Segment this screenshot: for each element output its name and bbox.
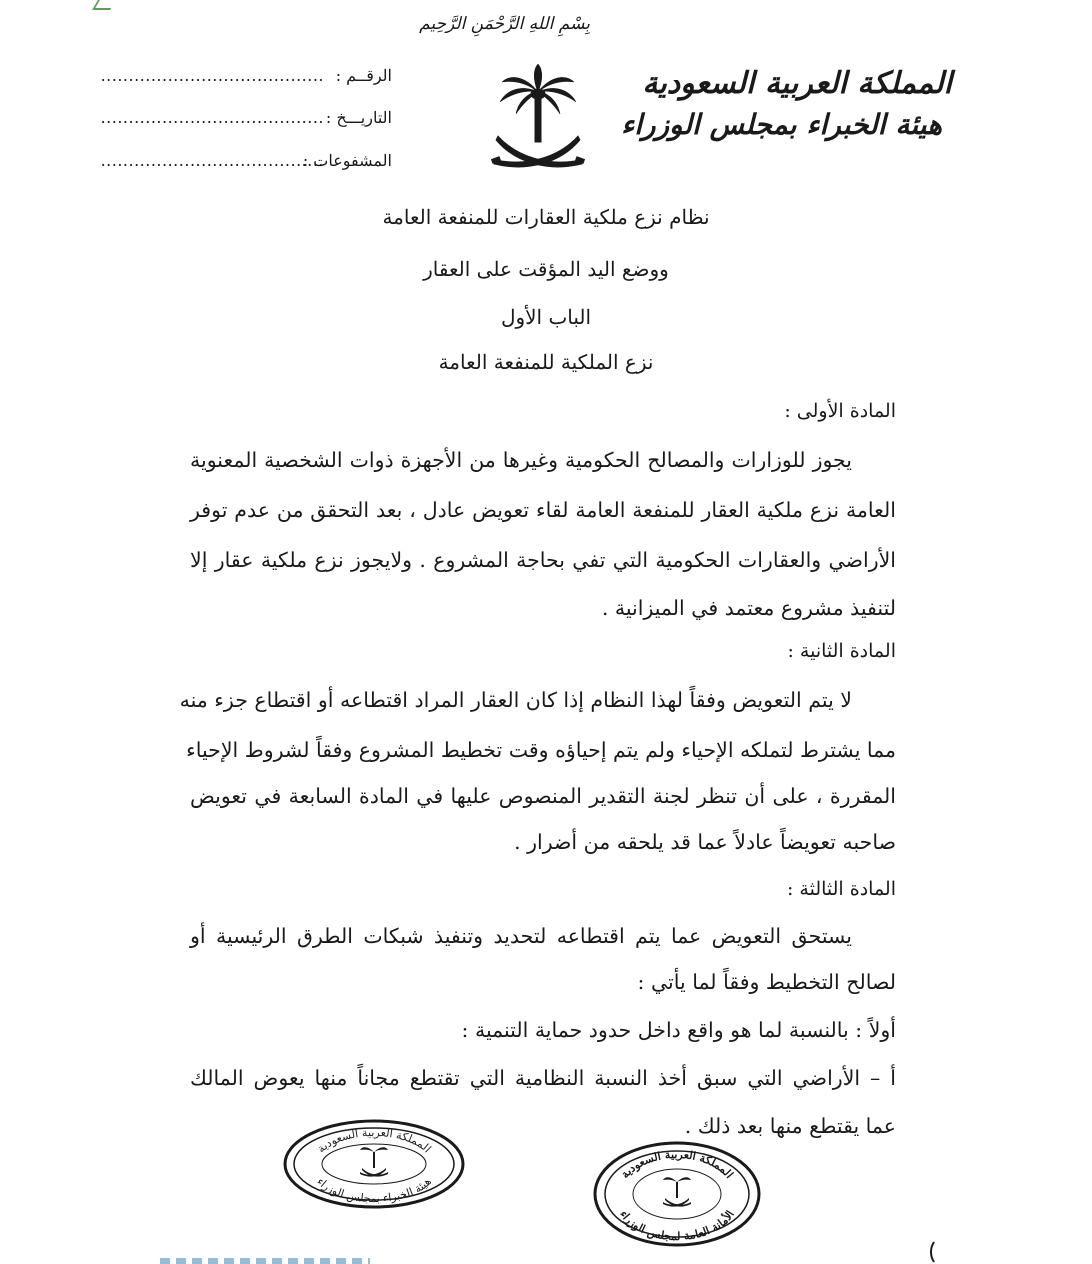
seal-left-bottom-text: هيئة الخبراء بمجلس الوزراء <box>314 1175 434 1206</box>
chapter-title: الباب الأول <box>500 305 592 329</box>
experts-seal-stamp <box>282 1118 466 1210</box>
seal-emblem-icon <box>663 1177 691 1206</box>
article-3-label: المادة الثالثة : <box>786 878 896 900</box>
paragraph-line: أ – الأراضي التي سبق أخذ النسبة النظامية التي تقتطع مجاناً منها يعوض المالك <box>190 1066 896 1090</box>
attachments-label: المشفوعات : <box>302 151 392 170</box>
paragraph-line: يستحق التعويض عما يتم اقتطاعه لتحديد وتنفيذ شبكات الطرق الرئيسية أو <box>190 924 852 948</box>
basmala: بِسْمِ اللهِ الرَّحْمَنِ الرَّحِيم <box>419 14 590 34</box>
seal-left-top-text: المملكة العربية السعودية <box>314 1125 434 1156</box>
date-field <box>100 108 392 127</box>
margin-mark-icon <box>926 1240 940 1264</box>
saudi-emblem-icon <box>488 62 588 182</box>
paragraph-line: العامة نزع ملكية العقار للمنفعة العامة لقاء تعويض عادل ، بعد التحقق من عدم توفر <box>190 498 896 522</box>
number-field <box>100 66 392 85</box>
seal-right-bottom-text: الأمانة العامة لمجلس الوزراء <box>617 1208 737 1244</box>
seal-emblem-icon <box>360 1147 388 1176</box>
chapter-subtitle: نزع الملكية للمنفعة العامة <box>438 350 654 374</box>
letterhead-kingdom: المملكة العربية السعودية <box>642 66 952 101</box>
paragraph-line: يجوز للوزارات والمصالح الحكومية وغيرها من الأجهزة ذوات الشخصية المعنوية <box>190 448 852 472</box>
paragraph-line: عما يقتطع منها بعد ذلك . <box>684 1114 896 1138</box>
paragraph-line: لتنفيذ مشروع معتمد في الميزانية . <box>601 596 896 620</box>
paragraph-line: لصالح التخطيط وفقاً لما يأتي : <box>637 970 896 994</box>
svg-text:المملكة العربية السعودية <box>618 1148 735 1181</box>
number-dots: ........................................ <box>100 66 324 85</box>
subsection-label: أولاً : بالنسبة لما هو واقع داخل حدود حماية التنمية : <box>461 1018 896 1042</box>
document-title: نظام نزع ملكية العقارات للمنفعة العامة <box>382 205 710 229</box>
paragraph-line: صاحبه تعويضاً عادلاً عما قد يلحقه من أضرار . <box>514 830 896 854</box>
letterhead-authority: هيئة الخبراء بمجلس الوزراء <box>621 108 942 141</box>
article-2-label: المادة الثانية : <box>787 640 896 662</box>
date-label: التاريـــخ : <box>325 108 392 127</box>
seal-right-top-text: المملكة العربية السعودية <box>618 1147 736 1181</box>
bottom-scan-strip <box>160 1258 370 1264</box>
paragraph-line: المقررة ، على أن تنظر لجنة التقدير المنصوص عليها في المادة السابعة في تعويض <box>190 784 896 808</box>
attachments-field <box>100 151 392 170</box>
secretariat-seal-stamp <box>592 1140 762 1248</box>
paragraph-line: الأراضي والعقارات الحكومية التي تفي بحاجة المشروع . ولايجوز نزع ملكية عقار إلا <box>190 548 896 572</box>
date-dots: ........................................ <box>100 108 324 127</box>
svg-text:المملكة العربية السعودية <box>315 1126 434 1155</box>
document-subtitle: ووضع اليد المؤقت على العقار <box>423 257 669 281</box>
number-label: الرقــم : <box>335 66 392 85</box>
article-1-label: المادة الأولى : <box>784 400 896 422</box>
paragraph-line: لا يتم التعويض وفقاً لهذا النظام إذا كان العقار المراد اقتطاعه أو اقتطاع جزء منه <box>179 688 852 712</box>
paragraph-line: مما يشترط لتملكه الإحياء ولم يتم إحياؤه وقت تخطيط المشروع وفقاً لشروط الإحياء <box>186 738 896 762</box>
corner-mark <box>92 0 116 10</box>
attachments-dots: ........................................ <box>100 151 324 170</box>
